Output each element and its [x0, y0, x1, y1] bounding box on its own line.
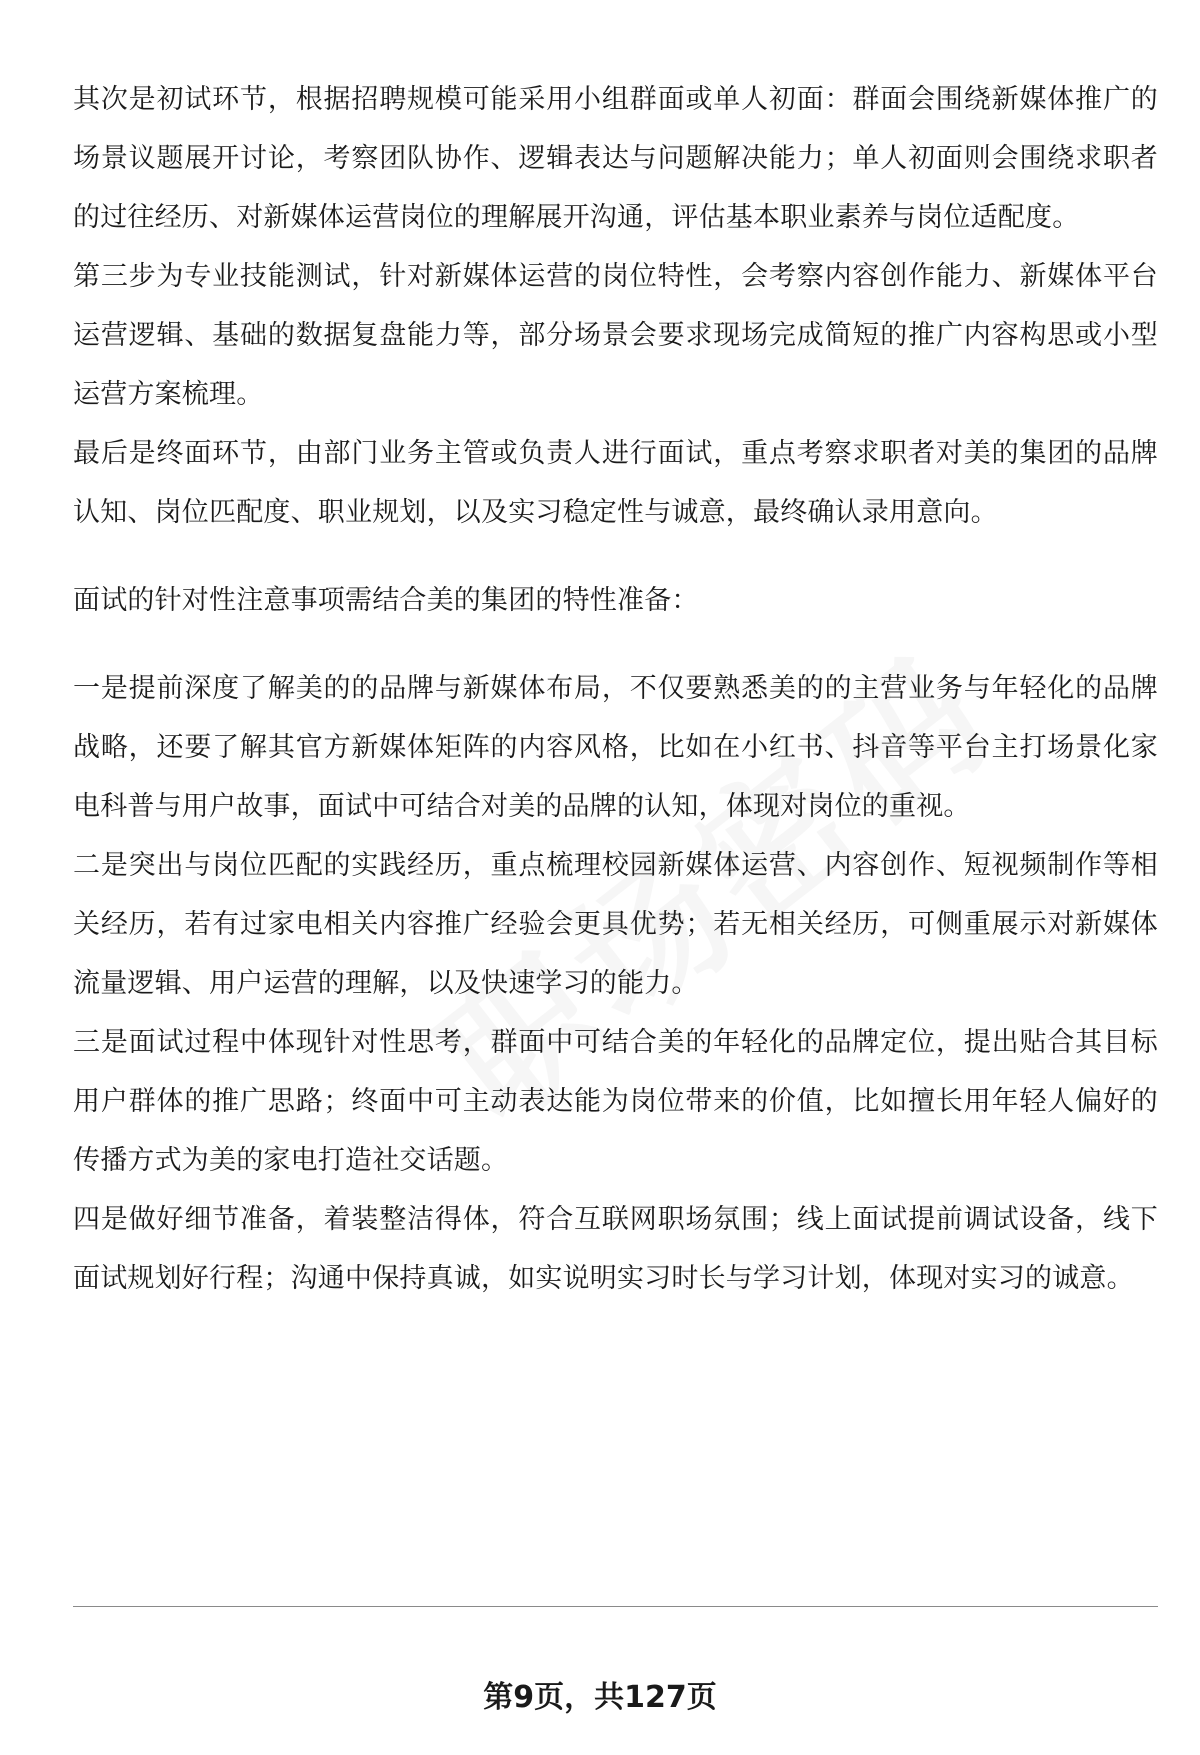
paragraph-note-three: 三是面试过程中体现针对性思考，群面中可结合美的年轻化的品牌定位，提出贴合其目标用户群体的推广思路；终面中可主动表达能为岗位带来的价值，比如擅长用年轻人偏好的传播方式为美的家电打造社交话题。 [73, 1027, 1158, 1176]
paragraph-final-interview: 最后是终面环节，由部门业务主管或负责人进行面试，重点考察求职者对美的集团的品牌认知、岗位匹配度、职业规划，以及实习稳定性与诚意，最终确认录用意向。 [73, 438, 1158, 528]
document-body [73, 70, 1158, 1308]
paragraph-gap [73, 630, 1158, 659]
paragraph-gap [73, 542, 1158, 571]
paragraph-notes-intro: 面试的针对性注意事项需结合美的集团的特性准备： [73, 585, 699, 616]
paragraph-skill-test: 第三步为专业技能测试，针对新媒体运营的岗位特性，会考察内容创作能力、新媒体平台运营逻辑、基础的数据复盘能力等，部分场景会要求现场完成简短的推广内容构思或小型运营方案梳理。 [73, 261, 1158, 410]
footer-divider [73, 1606, 1158, 1607]
paragraph-note-two: 二是突出与岗位匹配的实践经历，重点梳理校园新媒体运营、内容创作、短视频制作等相关经历，若有过家电相关内容推广经验会更具优势；若无相关经历，可侧重展示对新媒体流量逻辑、用户运营的理解，以及快速学习的能力。 [73, 850, 1158, 999]
paragraph-note-one: 一是提前深度了解美的的品牌与新媒体布局，不仅要熟悉美的的主营业务与年轻化的品牌战略，还要了解其官方新媒体矩阵的内容风格，比如在小红书、抖音等平台主打场景化家电科普与用户故事，面试中可结合对美的品牌的认知，体现对岗位的重视。 [73, 673, 1158, 822]
page-number: 第9页，共127页 [483, 1680, 717, 1715]
paragraph-note-four: 四是做好细节准备，着装整洁得体，符合互联网职场氛围；线上面试提前调试设备，线下面试规划好行程；沟通中保持真诚，如实说明实习时长与学习计划，体现对实习的诚意。 [73, 1204, 1158, 1294]
paragraph-initial-interview: 其次是初试环节，根据招聘规模可能采用小组群面或单人初面：群面会围绕新媒体推广的场景议题展开讨论，考察团队协作、逻辑表达与问题解决能力；单人初面则会围绕求职者的过往经历、对新媒体运营岗位的理解展开沟通，评估基本职业素养与岗位适配度。 [73, 84, 1158, 233]
